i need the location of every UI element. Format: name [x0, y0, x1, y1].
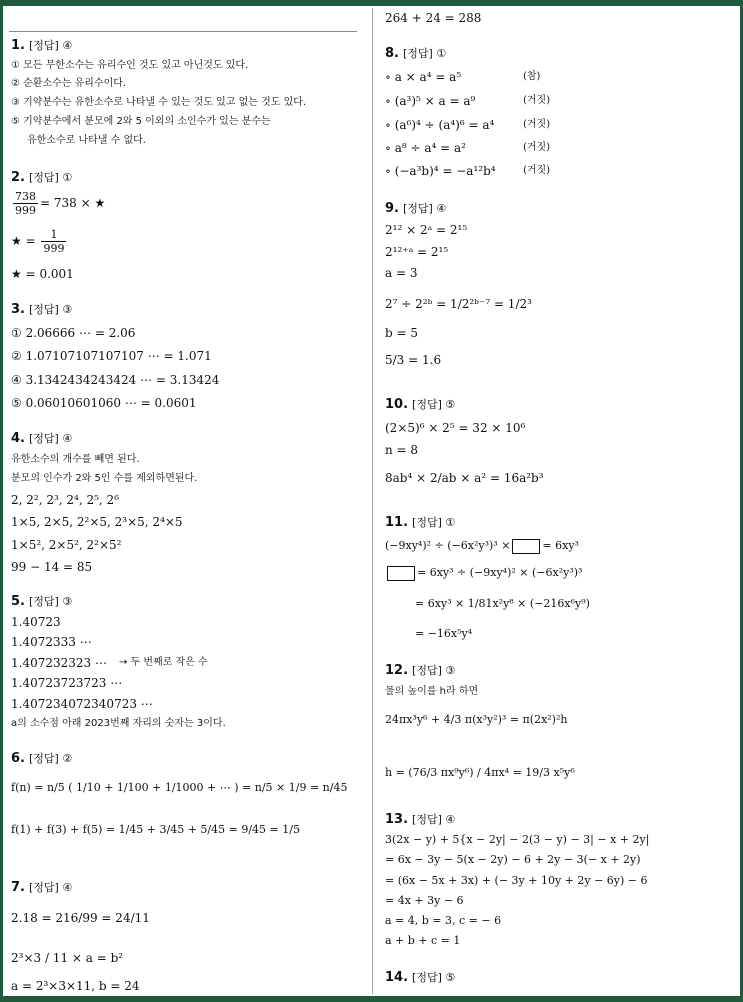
q5-header: 5. [정답] ③: [11, 594, 73, 609]
q9-line: 2¹²⁺ᵃ = 2¹⁵: [385, 245, 449, 259]
q12-line: 24πx³y⁶ + 4/3 π(x³y²)³ = π(2x²)²h: [385, 713, 568, 726]
q1-line: 유한소수로 나타낼 수 없다.: [27, 135, 146, 146]
q4-line: 1×5, 2×5, 2²×5, 2³×5, 2⁴×5: [11, 515, 183, 529]
q11-line2: = 6xy³ ÷ (−9xy⁴)² × (−6x²y³)³: [385, 565, 582, 581]
q8-mark: (거짓): [523, 165, 551, 176]
q10-line: (2×5)⁶ × 2⁵ = 32 × 10⁶: [385, 421, 526, 435]
q11-line3: = 6xy³ × 1/81x²y⁸ × (−216x⁶y⁹): [415, 597, 590, 610]
q13-line: 3(2x − y) + 5{x − 2y| − 2(3 − y) − 3| − x + 2y|: [385, 833, 650, 846]
q9-line: 2⁷ ÷ 2²ᵇ = 1/2²ᵇ⁻⁷ = 1/2³: [385, 297, 532, 311]
q4-line: 99 − 14 = 85: [11, 560, 93, 574]
q8-mark: (거짓): [523, 95, 551, 106]
q1-line: ③ 기약분수는 유한소수로 나타낼 수 있는 것도 있고 없는 것도 있다.: [11, 97, 307, 108]
q1-line: ② 순환소수는 유리수이다.: [11, 78, 127, 89]
q2-header: 2. [정답] ①: [11, 170, 73, 185]
bottom-frame-bar: [0, 996, 743, 1002]
q8-row: ∘ a × a⁴ = a⁵: [385, 70, 462, 84]
q12-line: h = (76/3 πx⁹y⁶) / 4πx⁴ = 19/3 x⁵y⁶: [385, 766, 575, 779]
q4-line: 1×5², 2×5², 2²×5²: [11, 538, 122, 552]
q7-header: 7. [정답] ④: [11, 880, 73, 895]
q4-line: 유한소수의 개수를 빼면 된다.: [11, 454, 140, 465]
q11-line1: (−9xy⁴)² ÷ (−6x²y³)³ × = 6xy³: [385, 539, 579, 552]
q8-mark: (거짓): [523, 142, 551, 153]
q8-mark: (참): [523, 71, 541, 82]
q3-line: ④ 3.1342434243424 ⋯ = 3.13424: [11, 373, 220, 387]
q4-line: 분모의 인수가 2와 5인 수를 제외하면된다.: [11, 473, 198, 484]
q2-line2: ★ = $\frac{1}{999}$: [11, 228, 65, 255]
q9-header: 9. [정답] ④: [385, 201, 447, 216]
q5-arrow-note: → 두 번째로 작은 수: [119, 657, 208, 668]
q7-line1: 2.18 = 216/99 = 24/11: [11, 911, 150, 925]
q13-line: = (6x − 5x + 3x) + (− 3y + 10y + 2y − 6y) − 6: [385, 874, 648, 887]
q3-line: ⑤ 0.06010601060 ⋯ = 0.0601: [11, 396, 197, 410]
q5-line: 1.407232323 ⋯: [11, 656, 107, 670]
q1-header: 1. [정답] ④: [11, 38, 73, 53]
q2-line1: $\frac{738}{999}$ = 738 × ★: [15, 190, 106, 217]
q7-line2: 2³×3 / 11 × a = b²: [11, 951, 124, 965]
q7-line3: a = 2³×3×11, b = 24: [11, 979, 140, 993]
q12-line: 물의 높이를 h라 하면: [385, 686, 479, 697]
q5-conclusion: a의 소수점 아래 2023번째 자리의 숫자는 3이다.: [11, 718, 226, 729]
q8-row: ∘ (a³)⁵ × a = a⁹: [385, 94, 476, 108]
q13-line: = 6x − 3y − 5(x − 2y) − 6 + 2y − 3(− x + 2y): [385, 853, 641, 866]
q9-line: 2¹² × 2ᵃ = 2¹⁵: [385, 223, 468, 237]
q13-line: a = 4, b = 3, c = − 6: [385, 914, 502, 927]
q13-line: = 4x + 3y − 6: [385, 894, 464, 907]
left-frame-bar: [0, 0, 3, 1002]
q9-line: a = 3: [385, 266, 418, 280]
q1-line: ① 모든 무한소수는 유리수인 것도 있고 아닌것도 있다.: [11, 60, 249, 71]
q8-row: ∘ (−a³b)⁴ = −a¹²b⁴: [385, 164, 496, 178]
q11-line4: = −16x⁵y⁴: [415, 627, 473, 640]
q6-line2: f(1) + f(3) + f(5) = 1/45 + 3/45 + 5/45 = 9/45 = 1/5: [11, 823, 300, 836]
q4-header: 4. [정답] ④: [11, 431, 73, 446]
q3-header: 3. [정답] ③: [11, 302, 73, 317]
q4-line: 2, 2², 2³, 2⁴, 2⁵, 2⁶: [11, 493, 120, 507]
q8-row: ∘ a⁸ ÷ a⁴ = a²: [385, 141, 466, 155]
q9-line: 5/3 = 1.6: [385, 353, 442, 367]
q6-line1: f(n) = n/5 ( 1/10 + 1/100 + 1/1000 + ⋯ ) = n/5 × 1/9 = n/45: [11, 781, 348, 794]
q8-header: 8. [정답] ①: [385, 46, 447, 61]
q5-line: 1.40723: [11, 615, 61, 629]
q3-line: ① 2.06666 ⋯ = 2.06: [11, 326, 136, 340]
q10-line: 8ab⁴ × 2/ab × a² = 16a²b³: [385, 471, 544, 485]
q5-line: 1.4072333 ⋯: [11, 635, 92, 649]
q13-line: a + b + c = 1: [385, 934, 461, 947]
q10-header: 10. [정답] ⑤: [385, 397, 456, 412]
q13-header: 13. [정답] ④: [385, 812, 456, 827]
q14-header: 14. [정답] ⑤: [385, 970, 456, 985]
blank-box: [387, 566, 415, 581]
q3-line: ② 1.07107107107107 ⋯ = 1.071: [11, 349, 212, 363]
fraction: $\frac{738}{999}$: [15, 190, 36, 217]
q11-header: 11. [정답] ①: [385, 515, 456, 530]
q2-line3: ★ = 0.001: [11, 267, 74, 281]
q8-row: ∘ (a⁶)⁴ ÷ (a⁴)⁶ = a⁴: [385, 118, 495, 132]
header-rule: [9, 31, 357, 32]
q10-line: n = 8: [385, 443, 419, 457]
q5-line: 1.40723723723 ⋯: [11, 676, 123, 690]
column-divider: [372, 8, 373, 994]
q8-mark: (거짓): [523, 119, 551, 130]
q6-header: 6. [정답] ②: [11, 751, 73, 766]
q1-line: ⑤ 기약분수에서 분모에 2와 5 이외의 소인수가 있는 분수는: [11, 116, 271, 127]
fraction: $\frac{1}{999}$: [43, 228, 65, 255]
q12-header: 12. [정답] ③: [385, 663, 456, 678]
top-frame-bar: [0, 0, 743, 6]
q5-line: 1.407234072340723 ⋯: [11, 697, 153, 711]
q9-line: b = 5: [385, 326, 418, 340]
carry-over-line: 264 + 24 = 288: [385, 11, 482, 25]
blank-box: [512, 539, 540, 554]
